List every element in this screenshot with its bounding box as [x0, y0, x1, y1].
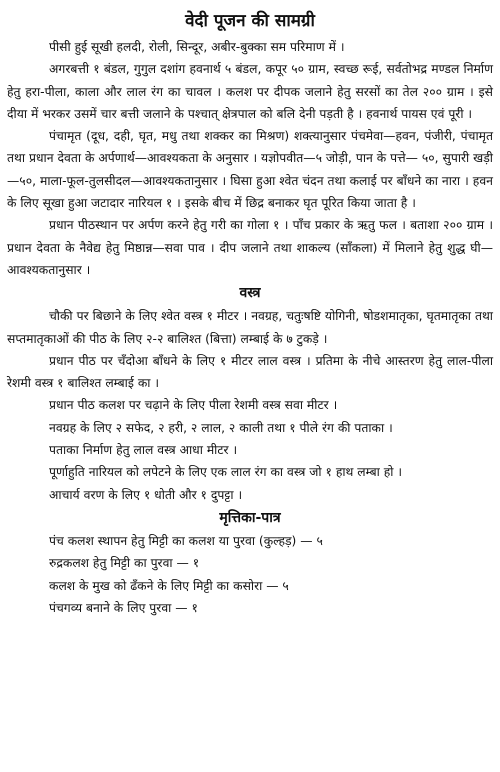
body-paragraph: पीसी हुई सूखी हलदी, रोली, सिन्दूर, अबीर-बुक्का सम परिमाण में । [49, 40, 345, 54]
mrittika-list-item: रुद्रकलश हेतु मिट्टी का पुरवा — १ [49, 556, 200, 571]
vastra-paragraph: पूर्णाहुति नारियल को लपेटने के लिए एक लाल रंग का वस्त्र जो १ हाथ लम्बा हो । [49, 465, 403, 480]
vastra-paragraph: प्रधान पीठ पर चँदोआ बाँधने के लिए १ मीटर लाल वस्त्र । प्रतिमा के नीचे आस्तरण हेतु लाल-पीला रेशमी वस्त्र १ बालिश्त लम्बाई का । [7, 353, 493, 391]
mrittika-list-item: पंच कलश स्थापन हेतु मिट्टी का कलश या पुरवा (कुल्हड़) — ५ [49, 533, 323, 548]
body-paragraph: प्रधान पीठस्थान पर अर्पण करने हेतु गरी का गोला १ । पाँच प्रकार के ऋतु फल । बताशा २०० ग्राम । प्रधान देवता के नैवेद्य हेतु मिष्ठान्न—सवा पाव । दीप जलाने तथा शाकल्य (साँकला) में मिलाने हेतु शुद्ध घी—आवश्यकतानुसार । [7, 218, 493, 277]
vastra-paragraph: पताका निर्माण हेतु लाल वस्त्र आधा मीटर । [49, 443, 238, 458]
body-paragraph: पंचामृत (दूध, दही, घृत, मधु तथा शक्कर का मिश्रण) शक्त्यानुसार पंचमेवा—हवन, पंजीरी, पंचामृत तथा प्रधान देवता के अर्पणार्थ—आवश्यकता के अनुसार । यज्ञोपवीत—५ जोड़ी, पान के पत्ते— ५०, सुपारी खड़ी—५०, माला-फूल-तुलसीदल—आवश्यकतानुसार । घिसा हुआ श्वेत चंदन तथा कलाई पर बाँधने का नारा । हवन के लिए सूखा हुआ जटादार नारियल १ । इसके बीच में छिद्र बनाकर घृत पूरित किया जाता है । [7, 129, 493, 211]
section-heading-vastra: वस्त्र [239, 285, 261, 302]
vastra-paragraph: नवग्रह के लिए २ सफेद, २ हरी, २ लाल, २ काली तथा १ पीले रंग की पताका । [49, 420, 393, 435]
body-paragraph: अगरबत्ती १ बंडल, गुगुल दशांग हवनार्थ ५ बंडल, कपूर ५० ग्राम, स्वच्छ रूई, सर्वतोभद्र मण्डल निर्माण हेतु हरा-पीला, काला और लाल रंग का चावल । कलश पर दीपक जलाने हेतु सरसों का तेल २०० ग्राम । इसे दीया में भरकर उसमें चार बत्ती जलाने के पश्चात् क्षेत्रपाल को बलि देनी पड़ती है । हवनार्थ पायस एवं पूरी । [7, 62, 493, 121]
vastra-paragraph: चौकी पर बिछाने के लिए श्वेत वस्त्र १ मीटर । नवग्रह, चतुःषष्टि योगिनी, षोडशमातृका, घृतमातृका तथा सप्तमातृकाओं की पीठ के लिए २-२ बालिश्त (बित्ता) लम्बाई के ७ टुकड़े । [7, 309, 493, 346]
mrittika-list-item: कलश के मुख को ढँकने के लिए मिट्टी का कसोरा — ५ [49, 578, 289, 593]
section-heading-mrittika: मृत्तिका-पात्र [219, 509, 281, 526]
page-title: वेदी पूजन की सामग्री [185, 11, 315, 31]
mrittika-list-item: पंचगव्य बनाने के लिए पुरवा — १ [49, 600, 198, 615]
vastra-paragraph: आचार्य वरण के लिए १ धोती और १ दुपट्टा । [49, 487, 243, 502]
vastra-paragraph: प्रधान पीठ कलश पर चढ़ाने के लिए पीला रेशमी वस्त्र सवा मीटर । [49, 398, 338, 413]
